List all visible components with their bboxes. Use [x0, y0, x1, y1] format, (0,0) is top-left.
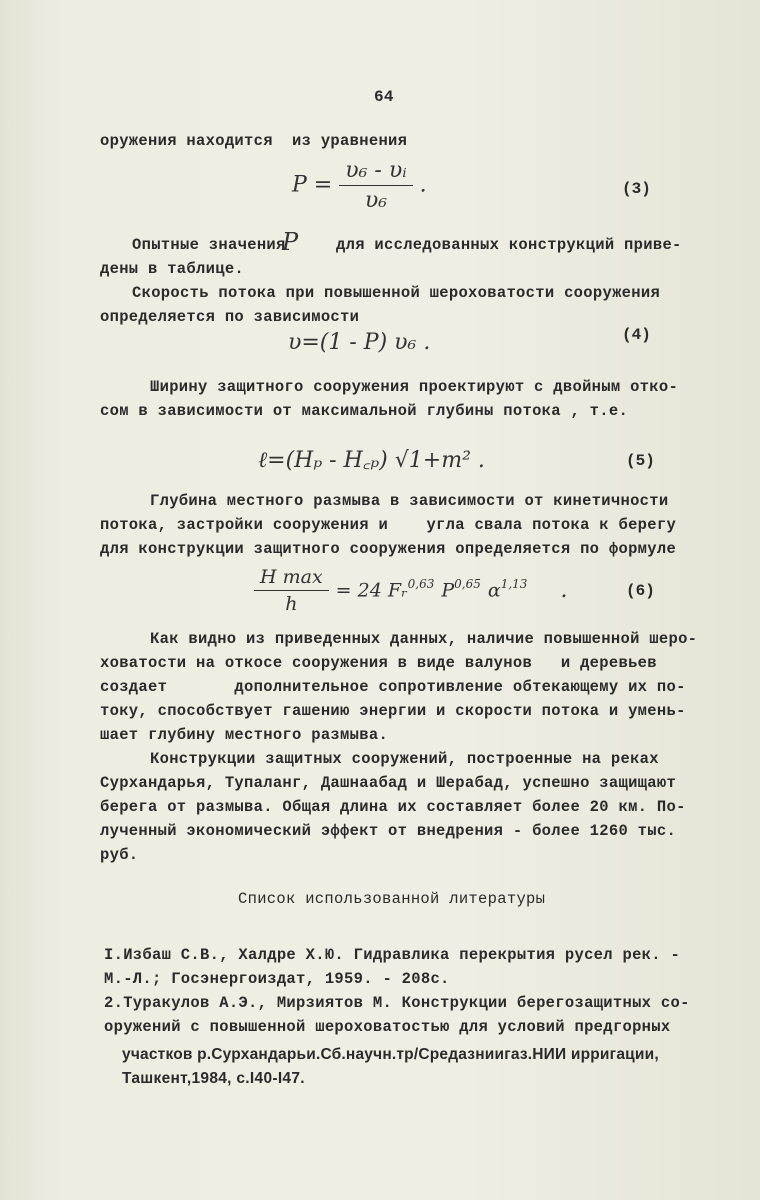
text-line: току, способствует гашению энергии и скорости потока и умень- [100, 702, 686, 720]
formula-3-end: . [419, 172, 427, 198]
formula-6 [254, 566, 567, 615]
formula-6-exp3: 1,13 [500, 577, 528, 592]
text-line: сом в зависимости от максимальной глубины потока , т.е. [100, 402, 629, 420]
equation-number-6: (6) [626, 582, 655, 600]
formula-6-end: . [560, 577, 568, 603]
text-line: шает глубину местного размыва. [100, 726, 389, 744]
text-line: Конструкции защитных сооружений, построенные на реках [150, 750, 659, 768]
page-number: 64 [374, 88, 394, 106]
equation-number-4: (4) [622, 326, 651, 344]
text-line: лученный экономический эффект от внедрения - более 1260 тыс. [100, 822, 677, 840]
formula-6-numerator: H max [254, 566, 329, 591]
reference-line: I.Избаш С.В., Халдре Х.Ю. Гидравлика перекрытия русел рек. - [104, 946, 681, 964]
reference-line: оружений с повышенной шероховатостью для условий предгорных [104, 1018, 671, 1036]
formula-3-denominator: υ₆ [364, 188, 388, 213]
formula-6-exp2: 0,65 [454, 577, 481, 592]
formula-6-denominator: h [285, 593, 298, 615]
formula-4: υ=(1 - P) υ₆ . [288, 330, 431, 355]
text-line: Ширину защитного сооружения проектируют с двойным отко- [150, 378, 679, 396]
formula-6-fraction [254, 566, 329, 615]
text-line: потока, застройки сооружения и угла свала потока к берегу [100, 516, 677, 534]
equation-number-3: (3) [622, 180, 651, 198]
references-title: Список использованной литературы [238, 890, 546, 908]
text-line: для исследованных конструкций приве- [336, 236, 682, 254]
text-line: создает дополнительное сопротивление обтекающему их по- [100, 678, 686, 696]
reference-line: Ташкент,1984, с.I40-I47. [122, 1070, 305, 1087]
text-line: оружения находится из уравнения [100, 132, 408, 150]
formula-3 [292, 158, 427, 213]
text-line: Сурхандарья, Тупаланг, Дашнаабад и Шерабад, успешно защищают [100, 774, 677, 792]
formula-6-P: P [441, 579, 455, 602]
formula-6-rhs: = 24 Fᵣ [335, 579, 408, 602]
text-line: Как видно из приведенных данных, наличие повышенной шеро- [150, 630, 698, 648]
text-line: руб. [100, 846, 139, 864]
reference-line: 2.Туракулов А.Э., Мирзиятов М. Конструкции берегозащитных со- [104, 994, 690, 1012]
inline-symbol-P: P [282, 228, 299, 256]
formula-6-alpha: α [487, 579, 501, 602]
formula-3-lhs: P = [292, 172, 333, 198]
text-line: Скорость потока при повышенной шероховатости сооружения [132, 284, 661, 302]
reference-line: участков р.Сурхандарьи.Сб.научн.тр/Средазниигаз.НИИ ирригации, [122, 1046, 659, 1063]
text-line: дены в таблице. [100, 260, 245, 278]
text-line: ховатости на откосе сооружения в виде валунов и деревьев [100, 654, 657, 672]
text-line: Опытные значения [132, 236, 286, 254]
formula-3-numerator: υ₆ - υᵢ [339, 158, 412, 186]
text-line: определяется по зависимости [100, 308, 360, 326]
formula-3-fraction [339, 158, 412, 213]
equation-number-5: (5) [626, 452, 655, 470]
formula-5: ℓ=(Hₚ - H꜀ₚ) √1+m² . [258, 448, 485, 473]
text-line: для конструкции защитного сооружения определяется по формуле [100, 540, 677, 558]
formula-6-exp1: 0,63 [407, 577, 435, 592]
text-line: берега от размыва. Общая длина их составляет более 20 км. По- [100, 798, 686, 816]
text-line: Глубина местного размыва в зависимости от кинетичности [150, 492, 669, 510]
reference-line: М.-Л.; Госэнергоиздат, 1959. - 208с. [104, 970, 450, 988]
